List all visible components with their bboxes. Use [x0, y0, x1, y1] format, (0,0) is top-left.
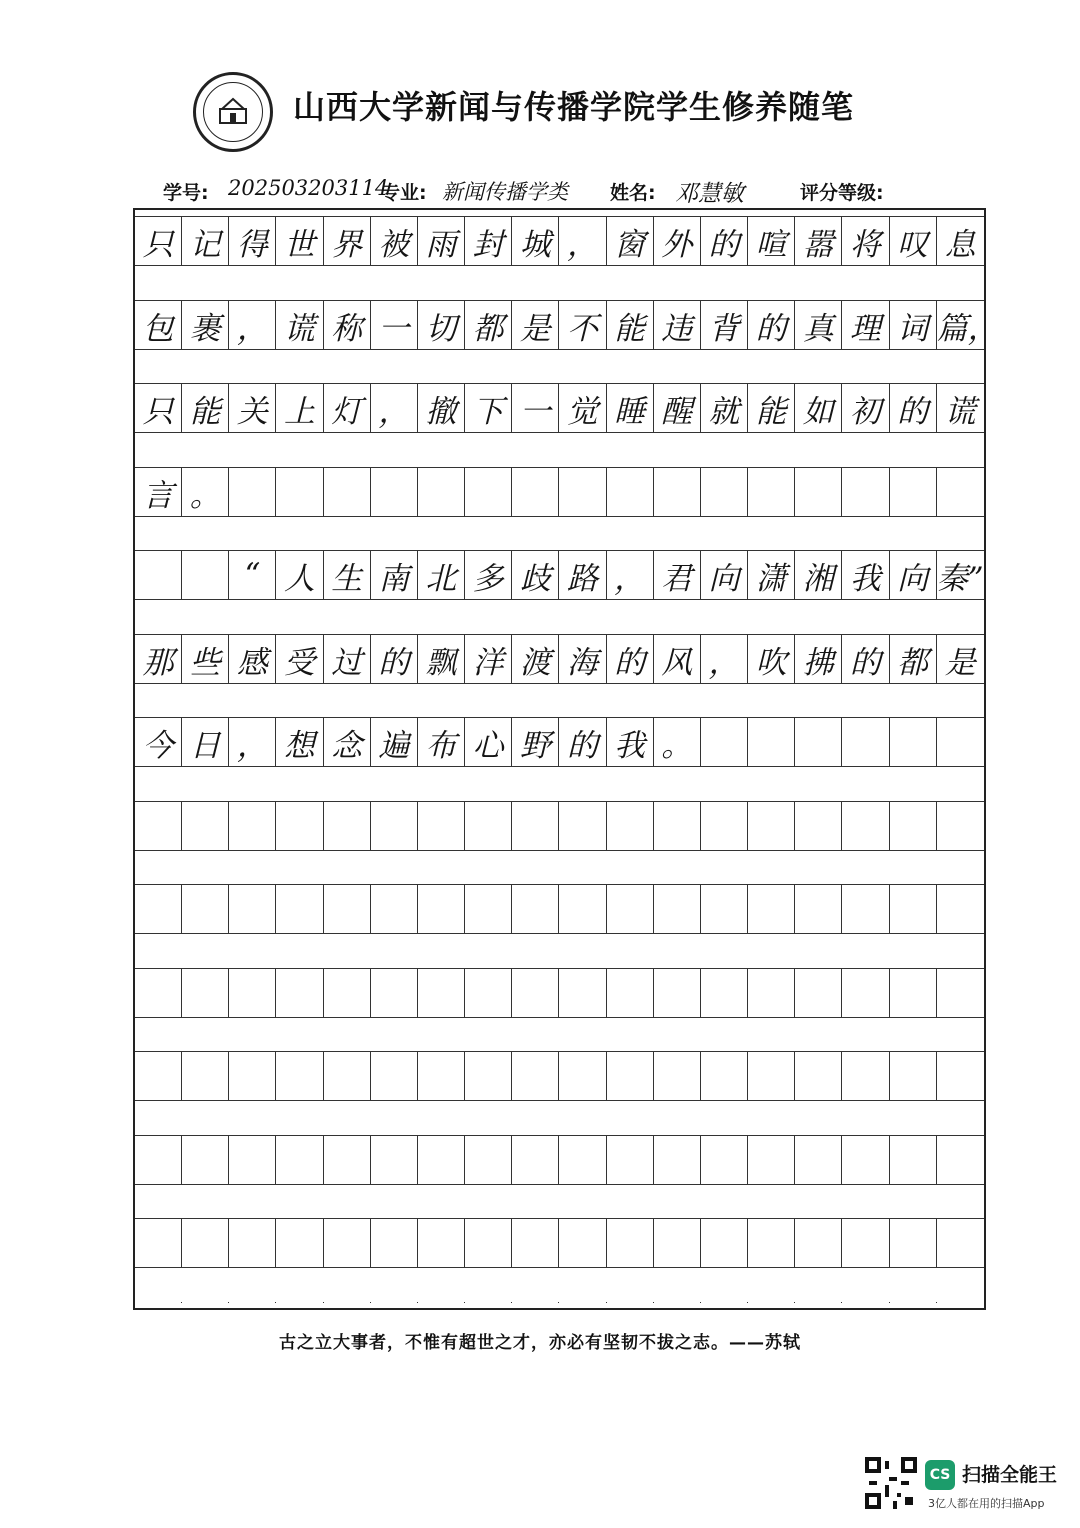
grid-cell	[654, 1219, 701, 1267]
grid-cell	[182, 802, 229, 850]
grid-cell: ，	[607, 551, 654, 599]
grid-cell: 切	[418, 301, 465, 349]
grid-cell: 背	[701, 301, 748, 349]
grid-cell: 潇	[748, 551, 795, 599]
grid-cell	[701, 718, 748, 766]
grid-cell: 歧	[512, 551, 559, 599]
grid-cell: 被	[371, 217, 418, 265]
grid-cell	[842, 1136, 889, 1184]
grid-cell: 是	[944, 644, 976, 681]
grid-cell	[512, 1052, 559, 1100]
grid-cell	[795, 802, 842, 850]
grid-cell	[229, 1219, 276, 1267]
writing-grid	[133, 208, 999, 1310]
grid-cell: 洋	[465, 635, 512, 683]
grid-cell	[937, 802, 984, 850]
grid-cell: 叹	[890, 217, 937, 265]
grid-cell	[937, 718, 984, 766]
grid-cell: 世	[276, 217, 323, 265]
grid-cell	[748, 718, 795, 766]
grid-cell: ，	[371, 384, 418, 432]
grid-cell: 人	[276, 551, 323, 599]
grid-cell: 拂	[795, 635, 842, 683]
grid-cell: 词	[890, 301, 937, 349]
grid-cell	[465, 885, 512, 933]
grid-cell	[559, 1219, 606, 1267]
grid-cell	[890, 1136, 937, 1184]
grade-label: 评分等级:	[800, 182, 884, 204]
grid-cell: 不	[559, 301, 606, 349]
grid-cell	[135, 802, 182, 850]
grid-cell: ，	[229, 301, 276, 349]
grid-cell: 外	[654, 217, 701, 265]
grid-cell: 如	[795, 384, 842, 432]
grid-cell	[418, 468, 465, 516]
grid-cell	[890, 468, 937, 516]
scanner-app-tagline: 3亿人都在用的扫描App	[928, 1497, 1045, 1510]
grid-cell: 些	[182, 635, 229, 683]
grid-cell	[182, 551, 229, 599]
grid-cell	[748, 969, 795, 1017]
grid-cell	[701, 969, 748, 1017]
grid-cell	[654, 468, 701, 516]
grid-cell: 今	[135, 718, 182, 766]
grid-cell: 违	[654, 301, 701, 349]
grid-cell	[701, 1219, 748, 1267]
grid-cell: 就	[701, 384, 748, 432]
grid-cell	[324, 969, 371, 1017]
grid-cell: 只	[135, 384, 182, 432]
grid-cell	[418, 802, 465, 850]
grid-cell: 的	[701, 217, 748, 265]
name-label: 姓名:	[610, 182, 656, 204]
grid-cell	[465, 1219, 512, 1267]
student-id-value: 202503203114	[228, 176, 389, 200]
grid-cell: 都	[465, 301, 512, 349]
grid-cell	[371, 969, 418, 1017]
grid-cell	[701, 1136, 748, 1184]
grid-cell: 只	[135, 217, 182, 265]
grid-cell	[607, 1136, 654, 1184]
grid-cell	[842, 969, 889, 1017]
grid-cell	[371, 1136, 418, 1184]
grid-cell	[182, 885, 229, 933]
grid-cell	[937, 1136, 984, 1184]
grid-cell: 能	[182, 384, 229, 432]
grid-cell: 南	[371, 551, 418, 599]
grid-cell	[418, 1136, 465, 1184]
grid-cell: 受	[276, 635, 323, 683]
grid-cell	[135, 1302, 182, 1303]
grid-cell	[654, 1052, 701, 1100]
grid-cell	[276, 1136, 323, 1184]
grid-cell	[418, 1219, 465, 1267]
grid-cell	[371, 1302, 418, 1303]
grid-cell: 。	[654, 718, 701, 766]
grid-cell: 能	[748, 384, 795, 432]
grid-cell: 一	[371, 301, 418, 349]
grid-cell	[701, 468, 748, 516]
grid-cell	[512, 468, 559, 516]
grid-cell: 多	[465, 551, 512, 599]
grid-cell	[607, 468, 654, 516]
building-icon	[218, 97, 248, 125]
grid-cell	[135, 551, 182, 599]
university-logo-icon	[193, 72, 273, 152]
grid-row	[135, 216, 984, 266]
grid-cell	[795, 1302, 842, 1303]
grid-cell: 将	[842, 217, 889, 265]
grid-row	[135, 1135, 984, 1185]
grid-cell	[842, 1302, 889, 1303]
grid-cell	[795, 1052, 842, 1100]
grid-cell	[559, 802, 606, 850]
grid-cell: 称	[324, 301, 371, 349]
grid-cell: 都	[890, 635, 937, 683]
grid-cell: 君	[654, 551, 701, 599]
grid-cell: 关	[229, 384, 276, 432]
grid-cell: 日	[182, 718, 229, 766]
grid-row	[135, 968, 984, 1018]
grid-cell: 的	[842, 635, 889, 683]
grid-cell: 真	[795, 301, 842, 349]
grid-cell: 的	[371, 635, 418, 683]
grid-cell	[371, 885, 418, 933]
grid-cell	[795, 1136, 842, 1184]
grid-row	[135, 884, 984, 934]
grid-cell	[890, 1219, 937, 1267]
grid-cell	[512, 1136, 559, 1184]
grid-cell: 我	[842, 551, 889, 599]
grid-cell	[324, 1219, 371, 1267]
grid-cell	[276, 468, 323, 516]
grid-cell	[512, 885, 559, 933]
footer-quote: 古之立大事者，不惟有超世之才，亦必有坚韧不拔之志。——苏轼	[279, 1333, 801, 1353]
grid-cell: 吹	[748, 635, 795, 683]
grid-cell	[701, 885, 748, 933]
grid-cell	[890, 969, 937, 1017]
grid-cell	[890, 885, 937, 933]
grid-row	[135, 383, 984, 433]
grid-cell	[465, 1052, 512, 1100]
grid-cell	[371, 1219, 418, 1267]
grid-cell	[182, 1136, 229, 1184]
grid-cell: 。	[182, 468, 229, 516]
grid-cell: 我	[607, 718, 654, 766]
grid-cell	[418, 1052, 465, 1100]
grid-row	[135, 1218, 984, 1268]
grid-cell: 过	[324, 635, 371, 683]
grid-cell	[654, 969, 701, 1017]
grid-cell	[324, 1302, 371, 1303]
grid-cell	[890, 1052, 937, 1100]
grid-cell: 雨	[418, 217, 465, 265]
grid-cell: 北	[418, 551, 465, 599]
grid-cell: 向	[890, 551, 937, 599]
grid-cell: 界	[324, 217, 371, 265]
grid-cell: 能	[607, 301, 654, 349]
grid-cell: 得	[229, 217, 276, 265]
grid-cell	[182, 1052, 229, 1100]
grid-cell: 上	[276, 384, 323, 432]
grid-cell: 撤	[418, 384, 465, 432]
grid-cell	[465, 1136, 512, 1184]
grid-cell	[748, 885, 795, 933]
grid-cell	[607, 1219, 654, 1267]
grid-cell: 布	[418, 718, 465, 766]
grid-cell	[229, 969, 276, 1017]
grid-cell	[937, 1219, 984, 1267]
grid-row	[135, 717, 984, 767]
grid-cell	[324, 885, 371, 933]
major-label: 专业:	[381, 182, 427, 204]
grid-cell	[276, 885, 323, 933]
grid-cell: 灯	[324, 384, 371, 432]
grid-cell	[654, 1302, 701, 1303]
grid-cell	[182, 1219, 229, 1267]
grid-row	[135, 1051, 984, 1101]
grid-cell	[135, 1052, 182, 1100]
student-id-label: 学号:	[163, 182, 209, 204]
grid-cell	[559, 1136, 606, 1184]
grid-cell: ，	[229, 718, 276, 766]
grid-cell: 谎	[944, 393, 976, 430]
scanner-app-badge: CS	[925, 1460, 955, 1490]
grid-cell	[512, 802, 559, 850]
grid-cell: 的	[559, 718, 606, 766]
grid-row	[135, 300, 999, 350]
grid-cell	[559, 468, 606, 516]
grid-cell	[182, 969, 229, 1017]
grid-cell: 飘	[418, 635, 465, 683]
grid-cell: 裹	[182, 301, 229, 349]
grid-cell: 觉	[559, 384, 606, 432]
grid-cell	[559, 969, 606, 1017]
grid-cell: 是	[512, 301, 559, 349]
grid-cell	[937, 1302, 984, 1303]
grid-cell	[418, 969, 465, 1017]
grid-cell	[182, 1302, 229, 1303]
grid-row	[135, 550, 984, 600]
grid-cell: “	[229, 551, 276, 599]
grid-cell	[748, 1052, 795, 1100]
grid-cell	[748, 1136, 795, 1184]
grid-cell	[135, 1136, 182, 1184]
grid-cell: 的	[607, 635, 654, 683]
grid-row	[135, 467, 984, 517]
grid-cell: 的	[748, 301, 795, 349]
grid-cell: 湘	[795, 551, 842, 599]
grid-row	[135, 1302, 984, 1303]
grid-cell: 想	[276, 718, 323, 766]
grid-cell	[135, 969, 182, 1017]
grid-cell	[229, 1052, 276, 1100]
grid-cell	[654, 1136, 701, 1184]
grid-cell: 生	[324, 551, 371, 599]
grid-cell: 喧	[748, 217, 795, 265]
grid-cell	[748, 468, 795, 516]
grid-cell	[371, 802, 418, 850]
grid-cell	[465, 1302, 512, 1303]
grid-cell: 包	[135, 301, 182, 349]
grid-cell	[748, 1219, 795, 1267]
grid-cell	[229, 802, 276, 850]
grid-cell	[371, 468, 418, 516]
grid-cell	[890, 718, 937, 766]
grid-cell	[276, 1219, 323, 1267]
grid-row	[135, 801, 984, 851]
grid-cell: 下	[465, 384, 512, 432]
grid-cell: 感	[229, 635, 276, 683]
grid-cell	[795, 718, 842, 766]
name-value: 邓慧敏	[675, 181, 744, 207]
grid-cell: ，	[701, 635, 748, 683]
grid-cell	[701, 802, 748, 850]
grid-cell	[607, 1052, 654, 1100]
grid-cell	[135, 885, 182, 933]
grid-cell	[512, 969, 559, 1017]
grid-cell	[371, 1052, 418, 1100]
grid-cell	[607, 802, 654, 850]
grid-cell	[465, 802, 512, 850]
grid-cell: 初	[842, 384, 889, 432]
grid-cell: 海	[559, 635, 606, 683]
grid-cell: 言	[135, 468, 182, 516]
grid-cell: 理	[842, 301, 889, 349]
grid-cell	[512, 1219, 559, 1267]
grid-cell	[842, 718, 889, 766]
grid-cell: 风	[654, 635, 701, 683]
grid-cell	[795, 468, 842, 516]
grid-cell	[559, 1052, 606, 1100]
grid-cell	[465, 969, 512, 1017]
grid-cell	[701, 1052, 748, 1100]
grid-cell	[795, 885, 842, 933]
grid-cell	[324, 468, 371, 516]
grid-cell	[418, 885, 465, 933]
grid-cell	[276, 802, 323, 850]
grid-cell	[795, 969, 842, 1017]
grid-cell	[512, 1302, 559, 1303]
grid-cell: 城	[512, 217, 559, 265]
grid-cell	[654, 885, 701, 933]
grid-cell	[795, 1219, 842, 1267]
grid-cell: 封	[465, 217, 512, 265]
grid-cell	[937, 468, 984, 516]
grid-cell: 息	[944, 226, 976, 263]
grid-cell: 睡	[607, 384, 654, 432]
grid-cell: 野	[512, 718, 559, 766]
grid-cell: 一	[512, 384, 559, 432]
grid-cell	[890, 802, 937, 850]
grid-cell: 那	[135, 635, 182, 683]
grid-cell	[937, 885, 984, 933]
grid-cell	[276, 1302, 323, 1303]
grid-cell	[748, 1302, 795, 1303]
grid-cell	[607, 1302, 654, 1303]
grid-cell: 渡	[512, 635, 559, 683]
grid-cell: 心	[465, 718, 512, 766]
grid-cell	[842, 885, 889, 933]
page-title: 山西大学新闻与传播学院学生修养随笔	[293, 88, 855, 126]
grid-cell	[276, 969, 323, 1017]
grid-cell: 路	[559, 551, 606, 599]
grid-cell: 遍	[371, 718, 418, 766]
grid-cell: 的	[890, 384, 937, 432]
grid-cell: 篇，	[936, 310, 999, 347]
grid-cell	[135, 1219, 182, 1267]
grid-cell: 窗	[607, 217, 654, 265]
grid-cell	[607, 885, 654, 933]
grid-cell	[559, 1302, 606, 1303]
grid-cell: 念	[324, 718, 371, 766]
grid-cell	[465, 468, 512, 516]
grid-cell	[559, 885, 606, 933]
grid-cell	[229, 1302, 276, 1303]
scanner-app-name: 扫描全能王	[962, 1464, 1058, 1486]
grid-cell	[842, 1219, 889, 1267]
grid-cell	[890, 1302, 937, 1303]
grid-cell	[842, 468, 889, 516]
major-value: 新闻传播学类	[442, 180, 568, 204]
grid-cell	[937, 969, 984, 1017]
grid-cell	[842, 802, 889, 850]
grid-cell: 嚣	[795, 217, 842, 265]
grid-cell: 谎	[276, 301, 323, 349]
grid-cell	[324, 1136, 371, 1184]
grid-cell: ，	[559, 217, 606, 265]
grid-cell	[229, 885, 276, 933]
grid-cell	[229, 1136, 276, 1184]
grid-cell	[842, 1052, 889, 1100]
grid-cell	[701, 1302, 748, 1303]
grid-cell	[654, 802, 701, 850]
grid-cell: 向	[701, 551, 748, 599]
grid-cell	[607, 969, 654, 1017]
qr-code-icon	[865, 1457, 917, 1509]
grid-cell	[748, 802, 795, 850]
grid-cell	[418, 1302, 465, 1303]
grid-cell	[937, 1052, 984, 1100]
grid-row	[135, 634, 984, 684]
grid-cell	[276, 1052, 323, 1100]
grid-cell	[324, 1052, 371, 1100]
grid-cell	[229, 468, 276, 516]
grid-cell: 秦”	[936, 560, 984, 597]
grid-cell: 醒	[654, 384, 701, 432]
grid-cell: 记	[182, 217, 229, 265]
grid-cell	[324, 802, 371, 850]
